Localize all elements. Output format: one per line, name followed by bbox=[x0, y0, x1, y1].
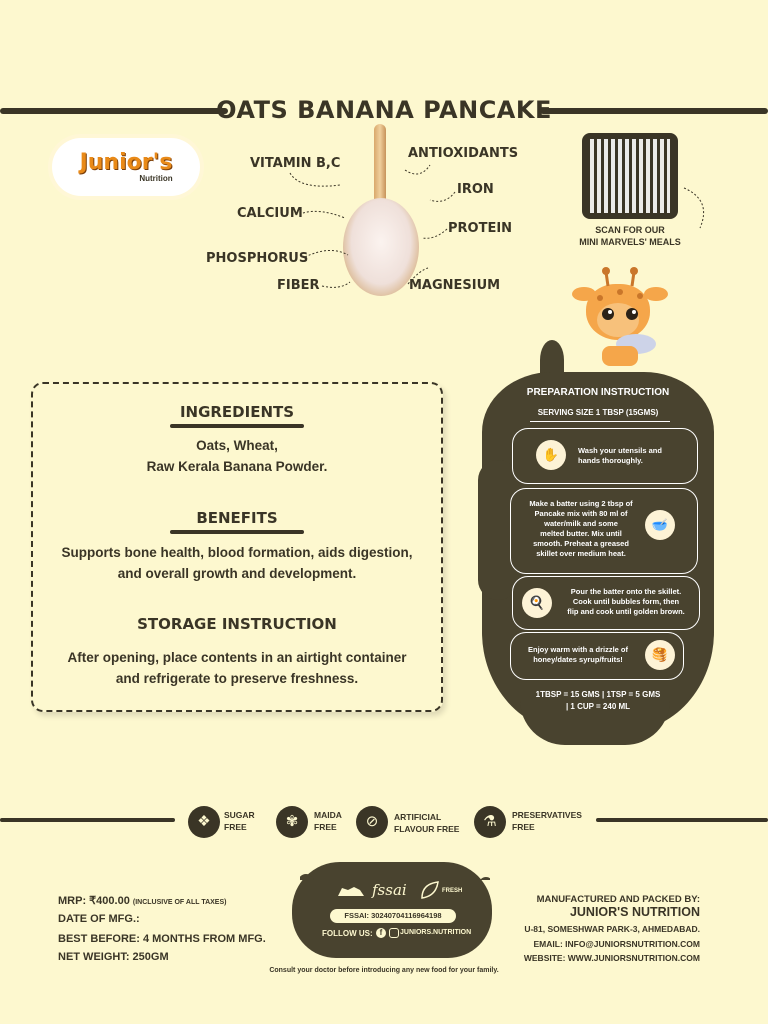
step-2-line-4: melted butter. Mix until bbox=[540, 529, 622, 538]
follow-us-label: FOLLOW US: bbox=[322, 929, 373, 938]
cert-blob-ears bbox=[300, 860, 490, 880]
fresh-label: FRESH bbox=[442, 888, 463, 894]
step-2-line-5: smooth. Preheat a greased bbox=[533, 539, 629, 548]
serving-underline bbox=[530, 421, 670, 422]
badge-divider-right bbox=[596, 818, 768, 822]
qr-code[interactable] bbox=[582, 133, 678, 219]
preservatives-free-icon: ⚗ bbox=[474, 806, 506, 838]
step-4-line-2: honey/dates syrup/fruits! bbox=[533, 655, 623, 664]
nutrient-vitamin: VITAMIN B,C bbox=[250, 156, 341, 171]
nutrient-magnesium: MAGNESIUM bbox=[409, 278, 501, 293]
manufacturer-name: JUNIOR'S NUTRITION bbox=[569, 905, 700, 919]
badge-preservatives-1: PRESERVATIVES bbox=[512, 810, 582, 820]
mfg-date: DATE OF MFG.: bbox=[58, 913, 140, 925]
facebook-icon[interactable]: f bbox=[376, 928, 386, 938]
step-3-line-3: flip and cook until golden brown. bbox=[567, 607, 685, 616]
step-2-line-2: Pancake mix with 80 ml of bbox=[534, 509, 628, 518]
wash-hands-icon: ✋ bbox=[536, 440, 566, 470]
logo-wordmark: Junior's bbox=[79, 149, 173, 175]
disclaimer: Consult your doctor before introducing any new food for your family. bbox=[269, 967, 499, 974]
whisk-bowl-icon: 🥣 bbox=[645, 510, 675, 540]
conversion-line-2: | 1 CUP = 240 ML bbox=[565, 702, 631, 711]
pancake-plate-icon: 🥞 bbox=[645, 640, 675, 670]
benefits-heading: BENEFITS bbox=[196, 509, 278, 527]
badge-sugar-2: FREE bbox=[224, 822, 247, 832]
fssai-logo: fssai bbox=[372, 881, 407, 899]
ingredients-line-2: Raw Kerala Banana Powder. bbox=[146, 459, 328, 474]
maida-free-icon: ✾ bbox=[276, 806, 308, 838]
nutrient-fiber: FIBER bbox=[277, 278, 320, 293]
step-2-line-3: water/milk and some bbox=[544, 519, 618, 528]
social-handle[interactable]: JUNIORS.NUTRITION bbox=[400, 929, 472, 936]
benefits-line-1: Supports bone health, blood formation, aids digestion, bbox=[61, 545, 413, 560]
ingredients-heading: INGREDIENTS bbox=[179, 403, 295, 421]
step-3-line-1: Pour the batter onto the skillet. bbox=[570, 587, 682, 596]
storage-line-2: and refrigerate to preserve freshness. bbox=[115, 671, 359, 686]
logo-subtitle: Nutrition bbox=[139, 173, 173, 183]
mrp-row bbox=[58, 894, 226, 910]
qr-caption-1: SCAN FOR OUR bbox=[595, 225, 665, 235]
step-1-line-2: hands thoroughly. bbox=[578, 456, 643, 465]
step-2-line-1: Make a batter using 2 tbsp of bbox=[529, 499, 633, 508]
manufacturer-website[interactable]: WEBSITE: WWW.JUNIORSNUTRITION.COM bbox=[523, 953, 700, 963]
badge-flavour-2: FLAVOUR FREE bbox=[394, 824, 460, 834]
benefits-line-2: and overall growth and development. bbox=[117, 566, 357, 581]
storage-heading: STORAGE INSTRUCTION bbox=[137, 615, 337, 633]
mrp-value: MRP: ₹400.00 bbox=[58, 895, 130, 907]
benefits-underline bbox=[170, 530, 304, 534]
artificial-flavour-free-icon: ⊘ bbox=[356, 806, 388, 838]
storage-line-1: After opening, place contents in an airtight container bbox=[67, 650, 407, 665]
manufacturer-label: MANUFACTURED AND PACKED BY: bbox=[536, 894, 700, 905]
step-1-line-1: Wash your utensils and bbox=[578, 446, 662, 455]
badge-preservatives-2: FREE bbox=[512, 822, 535, 832]
nutrient-protein: PROTEIN bbox=[448, 221, 513, 236]
qr-caption-2: MINI MARVELS' MEALS bbox=[579, 237, 681, 247]
fssai-number: FSSAI: 30240704116964198 bbox=[330, 909, 456, 923]
ingredients-line-1: Oats, Wheat, bbox=[196, 438, 278, 453]
manufacturer-address: U-81, SOMESHWAR PARK-3, AHMEDABAD. bbox=[524, 924, 700, 934]
badge-divider-left bbox=[0, 818, 175, 822]
instagram-icon[interactable] bbox=[389, 928, 399, 938]
lion-emblem-icon bbox=[336, 884, 366, 898]
nutrient-antioxidants: ANTIOXIDANTS bbox=[408, 146, 519, 161]
sugar-free-icon: ❖ bbox=[188, 806, 220, 838]
badge-maida-1: MAIDA bbox=[314, 810, 342, 820]
step-2-line-6: skillet over medium heat. bbox=[536, 549, 626, 558]
conversion-line-1: 1TBSP = 15 GMS | 1TSP = 5 GMS bbox=[535, 690, 661, 699]
badge-sugar-1: SUGAR bbox=[224, 810, 255, 820]
serving-size: SERVING SIZE 1 TBSP (15GMS) bbox=[537, 408, 659, 417]
giraffe-details bbox=[570, 266, 670, 376]
product-title: OATS BANANA PANCAKE bbox=[216, 96, 552, 124]
ingredients-underline bbox=[170, 424, 304, 428]
skillet-icon: 🍳 bbox=[522, 588, 552, 618]
net-weight: NET WEIGHT: 250GM bbox=[58, 951, 169, 963]
manufacturer-email[interactable]: EMAIL: INFO@JUNIORSNUTRITION.COM bbox=[533, 939, 700, 949]
mrp-note: (INCLUSIVE OF ALL TAXES) bbox=[132, 899, 227, 906]
preparation-title: PREPARATION INSTRUCTION bbox=[526, 387, 670, 398]
badge-maida-2: FREE bbox=[314, 822, 337, 832]
step-3-line-2: Cook until bubbles form, then bbox=[572, 597, 680, 606]
nutrient-iron: IRON bbox=[457, 182, 494, 197]
best-before: BEST BEFORE: 4 MONTHS FROM MFG. bbox=[58, 933, 266, 945]
qr-pattern bbox=[590, 139, 670, 213]
leaf-icon bbox=[418, 880, 442, 900]
badge-flavour-1: ARTIFICIAL bbox=[394, 812, 442, 822]
step-4-line-1: Enjoy warm with a drizzle of bbox=[527, 645, 629, 654]
nutrient-phosphorus: PHOSPHORUS bbox=[206, 251, 309, 266]
nutrient-calcium: CALCIUM bbox=[237, 206, 303, 221]
